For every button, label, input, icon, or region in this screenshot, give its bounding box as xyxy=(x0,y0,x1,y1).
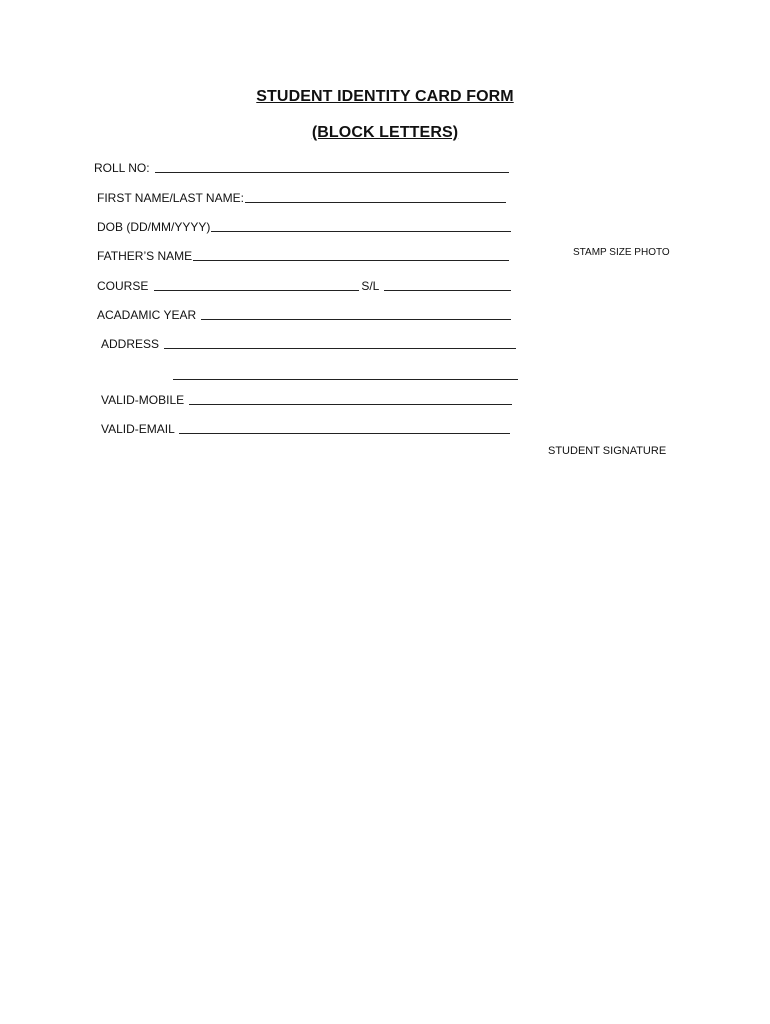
academic-year-row xyxy=(97,304,511,322)
course-field[interactable] xyxy=(154,278,359,291)
address-field-line-1[interactable] xyxy=(164,336,516,349)
valid-mobile-row xyxy=(101,389,512,407)
roll-no-label: ROLL NO: xyxy=(94,161,150,175)
dob-field[interactable] xyxy=(211,219,511,232)
valid-mobile-label: VALID-MOBILE xyxy=(101,393,185,407)
roll-no-row xyxy=(94,157,509,175)
sl-field[interactable] xyxy=(384,278,511,291)
address-row xyxy=(101,333,516,351)
address-label: ADDRESS xyxy=(101,337,160,351)
dob-label: DOB (DD/MM/YYYY) xyxy=(97,220,211,234)
valid-email-row xyxy=(101,418,510,436)
stamp-size-photo-label: STAMP SIZE PHOTO xyxy=(573,247,670,258)
first-last-name-label: FIRST NAME/LAST NAME: xyxy=(97,191,244,205)
course-label: COURSE xyxy=(97,279,149,293)
fathers-name-label: FATHER’S NAME xyxy=(97,249,193,263)
student-signature-label: STUDENT SIGNATURE xyxy=(548,445,667,457)
form-subtitle: (BLOCK LETTERS) xyxy=(311,124,459,141)
course-row xyxy=(97,275,511,293)
address-field-line-2[interactable] xyxy=(173,367,518,380)
valid-mobile-field[interactable] xyxy=(189,392,512,405)
academic-year-label: ACADAMIC YEAR xyxy=(97,308,197,322)
first-last-name-field[interactable] xyxy=(245,190,506,203)
address-continuation-row xyxy=(173,364,518,382)
sl-label: S/L xyxy=(361,279,380,293)
valid-email-label: VALID-EMAIL xyxy=(101,422,175,436)
form-title: STUDENT IDENTITY CARD FORM xyxy=(256,88,514,105)
academic-year-field[interactable] xyxy=(201,307,511,320)
fathers-name-row xyxy=(97,245,509,263)
dob-row xyxy=(97,216,511,234)
first-last-name-row xyxy=(97,187,506,205)
roll-no-field[interactable] xyxy=(155,160,509,173)
valid-email-field[interactable] xyxy=(179,421,510,434)
fathers-name-field[interactable] xyxy=(193,248,509,261)
